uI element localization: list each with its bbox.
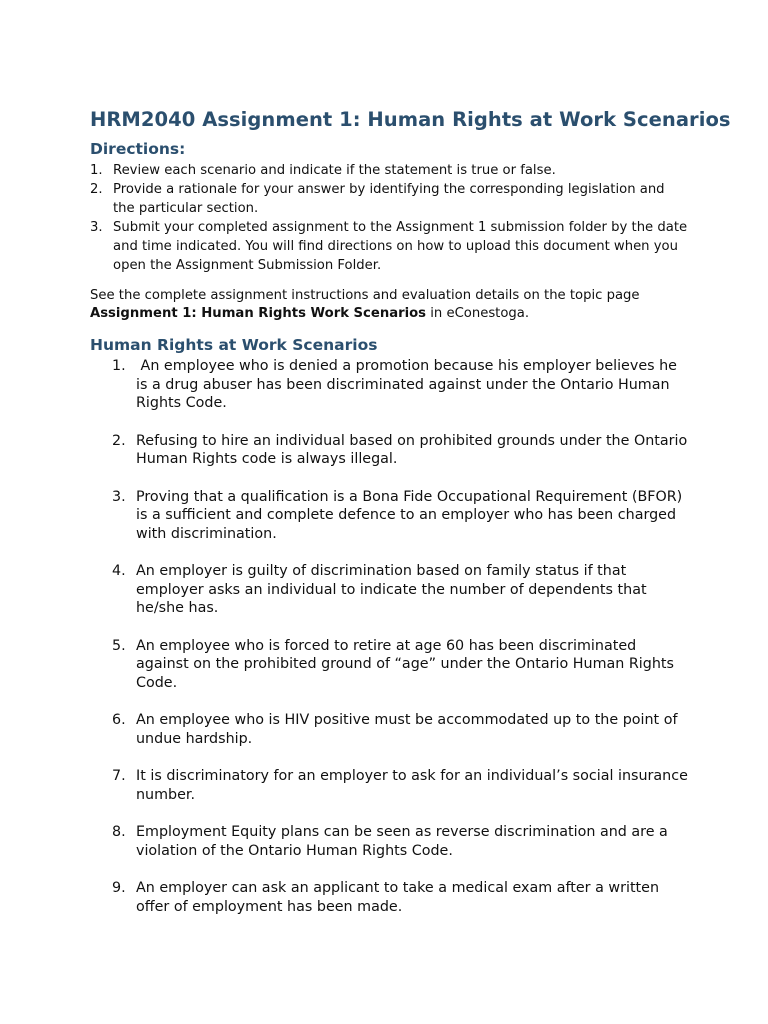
- directions-item-text: Provide a rationale for your answer by identifying the corresponding legislation and the particular section.: [113, 182, 665, 216]
- scenario-text: An employer can ask an applicant to take a medical exam after a written offer of employment has been made.: [136, 880, 664, 915]
- scenario-text: An employee who is denied a promotion because his employer believes he is a drug abuser has been discriminated against under the Ontario Human Rights Code.: [136, 358, 682, 411]
- directions-list: [90, 161, 690, 275]
- scenario-number: 9.: [112, 880, 126, 896]
- scenario-item: [112, 637, 690, 693]
- scenario-number: 4.: [112, 563, 126, 579]
- scenario-item: [112, 767, 693, 804]
- scenario-number: 8.: [112, 824, 126, 840]
- scenario-text: It is discriminatory for an employer to ask for an individual’s social insurance number.: [136, 768, 693, 803]
- scenario-number: 6.: [112, 712, 126, 728]
- scenario-item: [112, 711, 690, 748]
- instructions-text-before: See the complete assignment instructions and evaluation details on the topic page: [90, 288, 640, 303]
- directions-item: [90, 161, 690, 180]
- directions-item-text: Submit your completed assignment to the Assignment 1 submission folder by the date and time indicated. You will find directions on how to upload this document when you open the Assignment Submission Folder.: [113, 220, 688, 273]
- scenario-text: An employee who is forced to retire at age 60 has been discriminated against on the prohibited ground of “age” under the Ontario Human Rights Code.: [136, 637, 679, 691]
- scenario-item: [112, 823, 690, 860]
- document-page: [90, 106, 731, 935]
- directions-item: [90, 180, 690, 218]
- directions-item: [90, 218, 690, 275]
- scenario-number: 2.: [112, 432, 126, 449]
- scenario-number: 1.: [112, 358, 126, 374]
- directions-item-text: Review each scenario and indicate if the statement is true or false.: [113, 163, 556, 178]
- scenario-text: Refusing to hire an individual based on prohibited grounds under the Ontario Human Rights code is always illegal.: [136, 432, 692, 467]
- scenario-item: [112, 357, 690, 413]
- directions-item-number: 3.: [90, 220, 103, 235]
- scenario-item: [112, 562, 690, 618]
- scenario-item: [112, 488, 690, 544]
- instructions-paragraph: [90, 287, 690, 323]
- scenario-item: [112, 432, 690, 469]
- directions-item-number: 1.: [90, 163, 103, 178]
- instructions-text-after: in eConestoga.: [426, 306, 530, 321]
- scenario-number: 3.: [112, 488, 126, 505]
- directions-heading: Directions:: [90, 140, 186, 158]
- scenario-number: 7.: [112, 768, 126, 784]
- directions-item-number: 2.: [90, 182, 103, 197]
- scenario-text: Employment Equity plans can be seen as reverse discrimination and are a violation of the Ontario Human Rights Code.: [136, 824, 673, 859]
- scenario-text: An employee who is HIV positive must be accommodated up to the point of undue hardship.: [136, 712, 683, 747]
- scenarios-heading: Human Rights at Work Scenarios: [90, 336, 378, 354]
- scenario-text: Proving that a qualification is a Bona Fide Occupational Requirement (BFOR) is a sufficient and complete defence to an employer who has been charged with discrimination.: [136, 488, 687, 542]
- document-title: HRM2040 Assignment 1: Human Rights at Work Scenarios: [90, 108, 731, 131]
- scenario-item: [112, 879, 690, 916]
- scenario-number: 5.: [112, 637, 126, 654]
- scenarios-list: [90, 357, 693, 916]
- assignment-title-bold: Assignment 1: Human Rights Work Scenarios: [90, 306, 427, 321]
- scenario-text: An employer is guilty of discrimination based on family status if that employer asks an individual to indicate the number of dependents that he/she has.: [136, 563, 652, 616]
